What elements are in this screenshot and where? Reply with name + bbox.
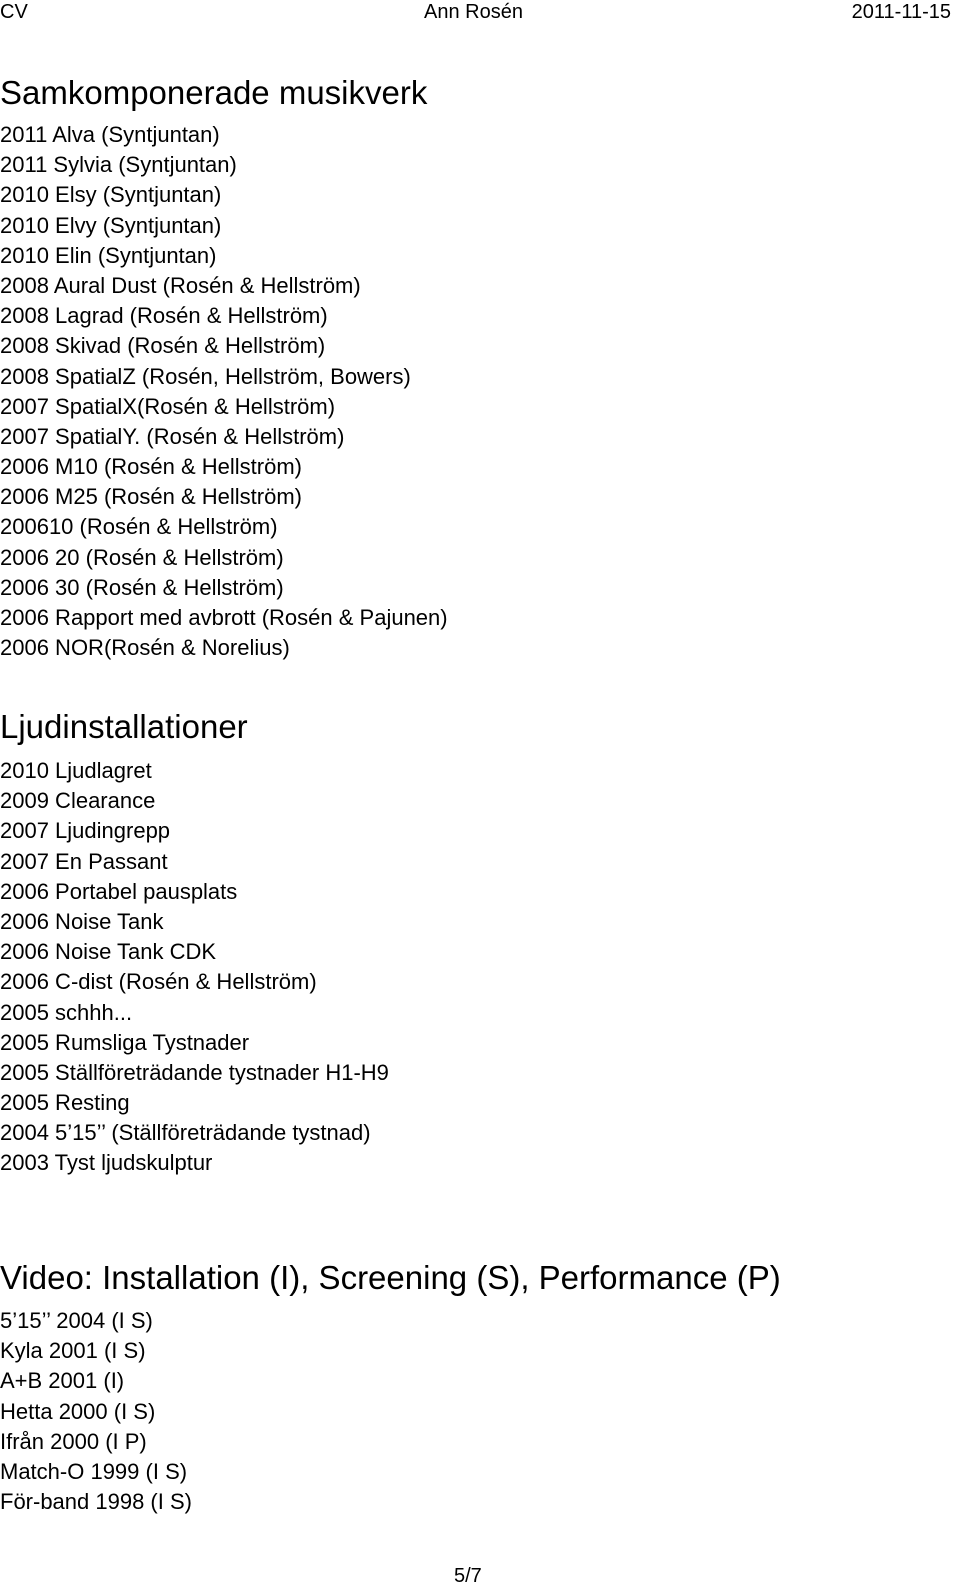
list-item: 2006 Rapport med avbrott (Rosén & Pajunen) <box>0 605 448 630</box>
list-item: 2005 Ställföreträdande tystnader H1-H9 <box>0 1059 389 1085</box>
list-item: 2006 M25 (Rosén & Hellström) <box>0 484 303 510</box>
list-item: För-band 1998 (I S) <box>0 1489 192 1515</box>
list-ljudinstallationer <box>0 756 389 1179</box>
list-item: 2005 schhh... <box>0 999 133 1025</box>
list-item: Hetta 2000 (I S) <box>0 1398 156 1424</box>
list-item: 2010 Elsy (Syntjuntan) <box>0 182 222 208</box>
list-item: 2006 20 (Rosén & Hellström) <box>0 544 284 570</box>
list-item: 2010 Elvy (Syntjuntan) <box>0 212 222 238</box>
section-heading-ljudinstallationer: Ljudinstallationer <box>0 708 248 745</box>
list-item: 5’15’’ 2004 (I S) <box>0 1308 153 1333</box>
section-heading-video: Video: Installation (I), Screening (S), Performance (P) <box>0 1259 781 1296</box>
page-header <box>0 0 960 24</box>
list-item: 2010 Ljudlagret <box>0 758 152 783</box>
list-item: 200610 (Rosén & Hellström) <box>0 514 278 540</box>
list-item: 2006 Noise Tank <box>0 908 164 934</box>
list-item: 2006 C-dist (Rosén & Hellström) <box>0 969 317 995</box>
list-item: 2005 Rumsliga Tystnader <box>0 1029 250 1055</box>
list-item: 2004 5’15’’ (Ställföreträdande tystnad) <box>0 1120 371 1146</box>
header-document-type: CV <box>0 1 28 23</box>
list-item: 2006 30 (Rosén & Hellström) <box>0 574 284 600</box>
section-heading-samkomponerade: Samkomponerade musikverk <box>0 74 428 111</box>
list-item: 2007 En Passant <box>0 848 168 874</box>
list-item: 2006 M10 (Rosén & Hellström) <box>0 454 303 480</box>
list-item: 2011 Sylvia (Syntjuntan) <box>0 152 237 178</box>
list-item: 2003 Tyst ljudskulptur <box>0 1150 213 1176</box>
list-item: Ifrån 2000 (I P) <box>0 1428 147 1454</box>
list-item: 2007 Ljudingrepp <box>0 818 171 844</box>
list-item: 2006 Noise Tank CDK <box>0 939 217 965</box>
list-item: 2006 Portabel pausplats <box>0 878 238 904</box>
list-item: 2008 Aural Dust (Rosén & Hellström) <box>0 272 361 298</box>
list-item: 2008 Skivad (Rosén & Hellström) <box>0 333 326 359</box>
list-item: Kyla 2001 (I S) <box>0 1338 146 1364</box>
list-item: 2008 Lagrad (Rosén & Hellström) <box>0 303 328 329</box>
list-item: 2007 SpatialX(Rosén & Hellström) <box>0 393 336 419</box>
list-item: 2005 Resting <box>0 1090 130 1116</box>
list-item: 2006 NOR(Rosén & Norelius) <box>0 635 290 661</box>
page-number: 5/7 <box>454 1565 482 1587</box>
list-item: 2008 SpatialZ (Rosén, Hellström, Bowers) <box>0 363 411 389</box>
list-item: A+B 2001 (I) <box>0 1368 125 1394</box>
list-item: 2011 Alva (Syntjuntan) <box>0 122 220 147</box>
header-date: 2011-11-15 <box>851 1 951 23</box>
list-item: 2009 Clearance <box>0 788 156 814</box>
list-item: 2010 Elin (Syntjuntan) <box>0 242 217 268</box>
list-video <box>0 1306 192 1517</box>
list-item: Match-O 1999 (I S) <box>0 1458 188 1484</box>
list-samkomponerade <box>0 120 448 663</box>
list-item: 2007 SpatialY. (Rosén & Hellström) <box>0 423 345 449</box>
header-author-name: Ann Rosén <box>424 1 523 23</box>
